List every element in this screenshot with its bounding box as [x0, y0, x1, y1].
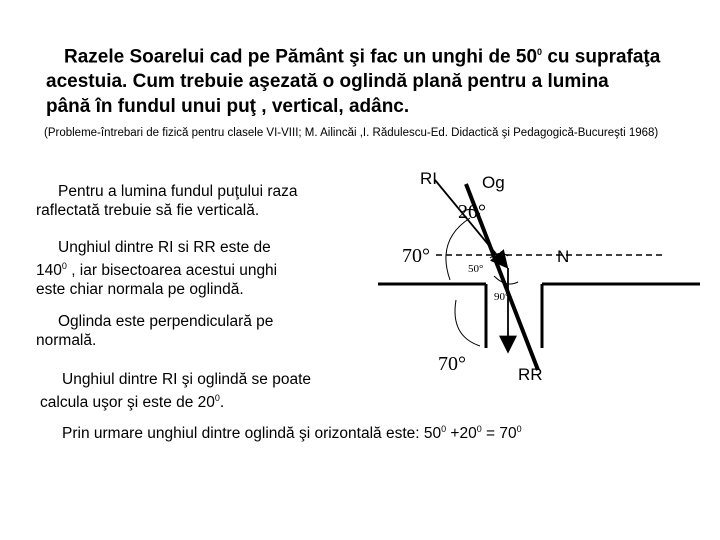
- angle-label-90: 90°: [494, 291, 510, 303]
- angle-label-70-left: 70°: [402, 245, 430, 267]
- label-n: N: [557, 247, 570, 266]
- explanation-angle-ri-mirror: Unghiul dintre RI şi oglindă se poate calcula uşor şi este de $20^0$.: [40, 371, 312, 412]
- angle-arc-70-left: [446, 218, 470, 280]
- source-citation: (Probleme-întrebari de fizică pentru clasele VI-VIII; M. Ailincăi ,I. Rădulescu-Ed. Didactică şi Pedagogică-Bucureşti 1968): [44, 127, 659, 139]
- label-og: Og: [482, 173, 505, 192]
- problem-line-2: acestuia. Cum trebuie aşezată o oglindă plană pentru a lumina: [46, 71, 609, 93]
- label-rr: RR: [518, 365, 543, 384]
- angle-label-70-bottom: 70°: [438, 353, 466, 375]
- explanation-perpendicular: Oglinda este perpendiculară pe normală.: [36, 313, 274, 349]
- angle-label-20: 20°: [458, 201, 486, 223]
- problem-line-3: până în fundul unui puţ , vertical, adânc.: [46, 96, 410, 118]
- explanation-reflected-ray: Pentru a lumina fundul puţului raza raflectată trebuie să fie verticală.: [36, 183, 298, 219]
- angle-arc-70-bottom: [455, 300, 480, 346]
- conclusion: Prin urmare unghiul dintre oglindă şi orizontală este: $50^0 +20^0 = 70^0$: [62, 424, 522, 443]
- explanation-bisector: Unghiul dintre RI si RR este de $140^0$ , iar bisectoarea acestui unghi este chiar normala pe oglindă.: [36, 239, 278, 299]
- label-ri: RI: [420, 169, 437, 188]
- angle-label-50: 50°: [468, 263, 484, 275]
- problem-line-1: Razele Soarelui cad pe Pământ şi fac un unghi de $50^0$ cu suprafaţa: [64, 46, 661, 68]
